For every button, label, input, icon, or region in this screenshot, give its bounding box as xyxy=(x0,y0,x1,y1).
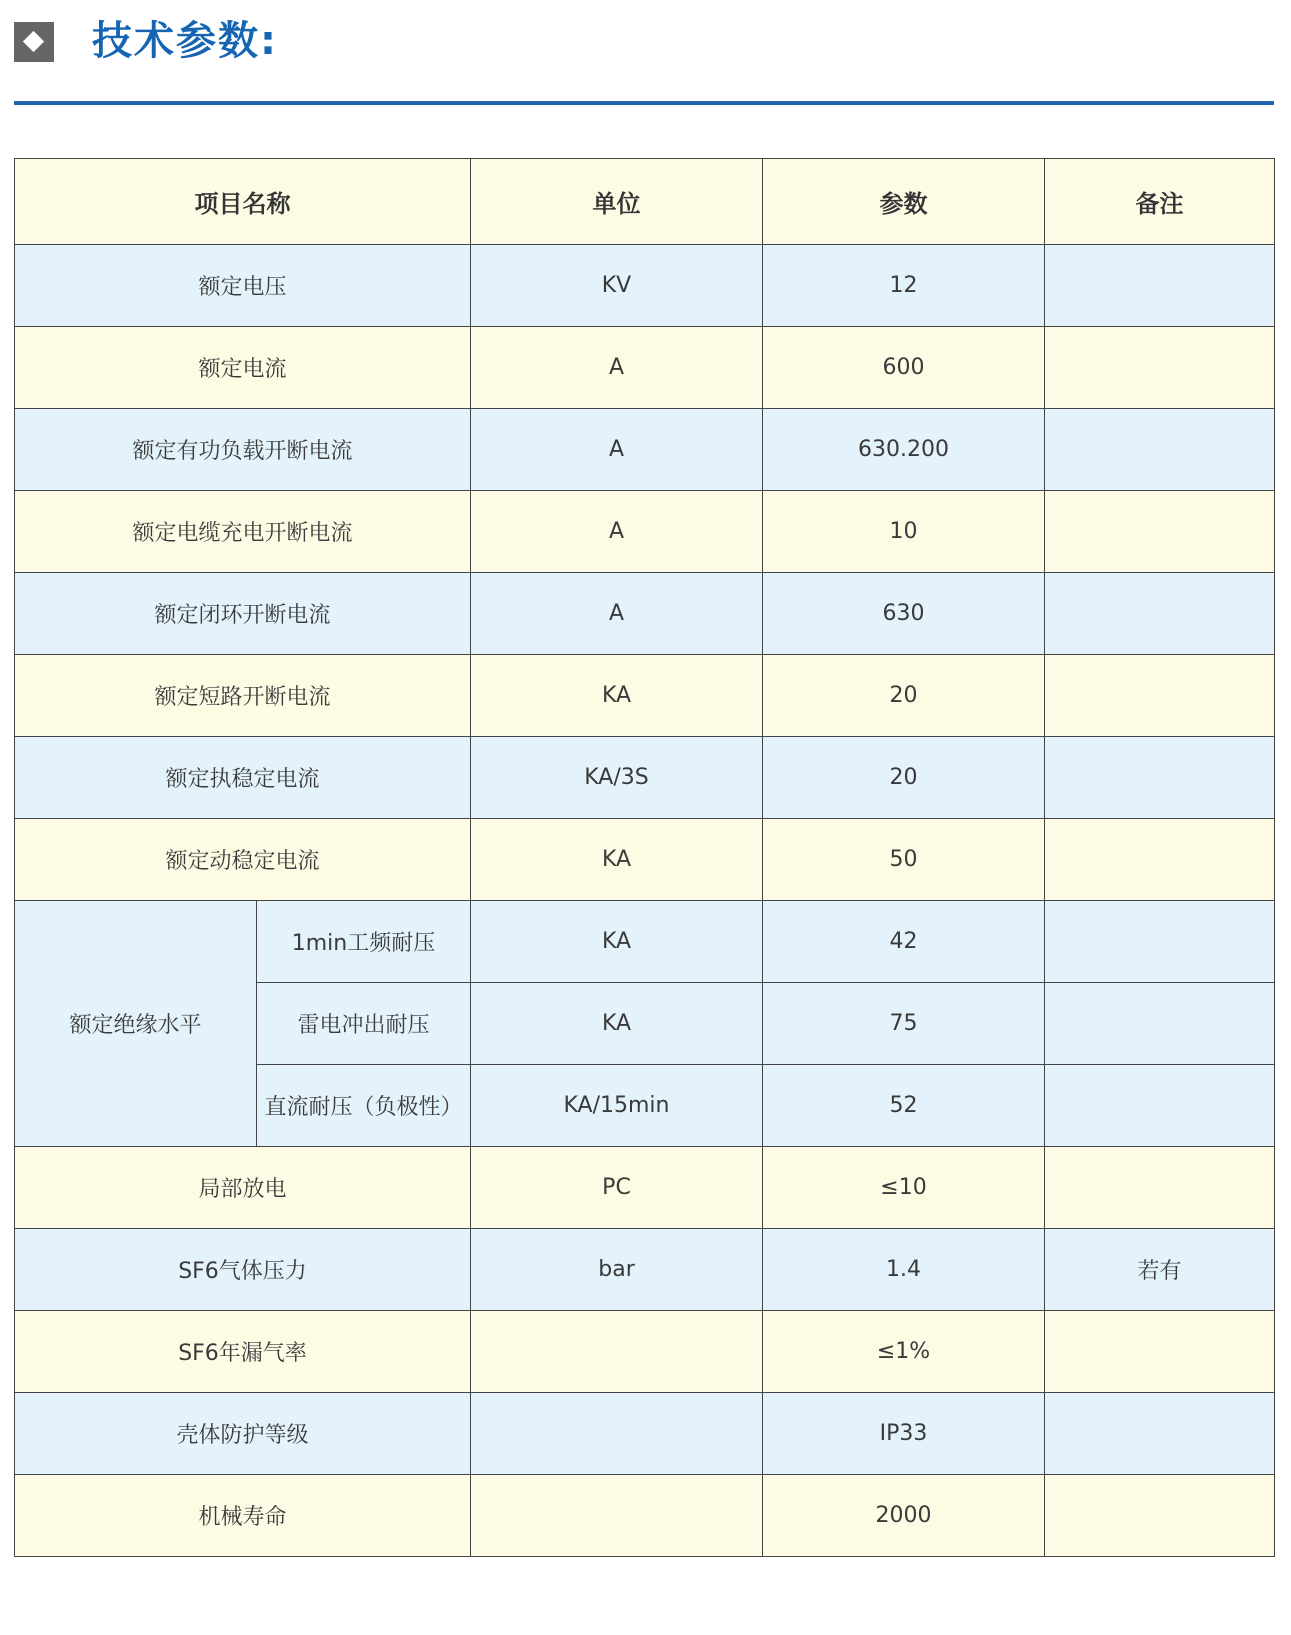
row-note xyxy=(1045,901,1275,983)
row-unit: KA/15min xyxy=(471,1065,763,1147)
row-unit xyxy=(471,1475,763,1557)
section-header xyxy=(14,18,1274,64)
row-value: 75 xyxy=(763,983,1045,1065)
row-unit xyxy=(471,1311,763,1393)
row-unit: A xyxy=(471,491,763,573)
table-header-row xyxy=(15,159,1275,245)
row-unit: KA xyxy=(471,901,763,983)
row-item: 额定动稳定电流 xyxy=(15,819,471,901)
row-note: 若有 xyxy=(1045,1229,1275,1311)
table-row xyxy=(15,1475,1275,1557)
row-note xyxy=(1045,1475,1275,1557)
row-value: ≤10 xyxy=(763,1147,1045,1229)
row-value: 630 xyxy=(763,573,1045,655)
row-note xyxy=(1045,245,1275,327)
row-unit: A xyxy=(471,409,763,491)
row-item: SF6气体压力 xyxy=(15,1229,471,1311)
table-row xyxy=(15,901,1275,983)
row-unit: bar xyxy=(471,1229,763,1311)
row-note xyxy=(1045,1065,1275,1147)
row-unit: KA xyxy=(471,655,763,737)
row-value: 10 xyxy=(763,491,1045,573)
row-note xyxy=(1045,1393,1275,1475)
row-item: 额定电压 xyxy=(15,245,471,327)
row-item: 额定闭环开断电流 xyxy=(15,573,471,655)
row-note xyxy=(1045,737,1275,819)
row-value: 600 xyxy=(763,327,1045,409)
header-divider xyxy=(14,101,1274,105)
row-subitem: 雷电冲出耐压 xyxy=(257,983,471,1065)
insulation-group-label: 额定绝缘水平 xyxy=(15,901,257,1147)
col-header-unit: 单位 xyxy=(471,159,763,245)
row-item: 额定有功负载开断电流 xyxy=(15,409,471,491)
row-unit: PC xyxy=(471,1147,763,1229)
row-value: 42 xyxy=(763,901,1045,983)
table-row xyxy=(15,1229,1275,1311)
row-item: 额定执稳定电流 xyxy=(15,737,471,819)
table-row xyxy=(15,1393,1275,1475)
row-item: SF6年漏气率 xyxy=(15,1311,471,1393)
row-note xyxy=(1045,1311,1275,1393)
row-note xyxy=(1045,327,1275,409)
row-value: 50 xyxy=(763,819,1045,901)
table-row xyxy=(15,245,1275,327)
table-row xyxy=(15,573,1275,655)
row-value: 20 xyxy=(763,737,1045,819)
table-row xyxy=(15,737,1275,819)
table-row xyxy=(15,1311,1275,1393)
table-row xyxy=(15,1147,1275,1229)
row-item: 额定电缆充电开断电流 xyxy=(15,491,471,573)
row-note xyxy=(1045,1147,1275,1229)
table-row xyxy=(15,819,1275,901)
row-value: 12 xyxy=(763,245,1045,327)
row-item: 壳体防护等级 xyxy=(15,1393,471,1475)
table-row xyxy=(15,409,1275,491)
row-value: 52 xyxy=(763,1065,1045,1147)
row-unit: KA/3S xyxy=(471,737,763,819)
col-header-value: 参数 xyxy=(763,159,1045,245)
row-note xyxy=(1045,983,1275,1065)
row-unit: KV xyxy=(471,245,763,327)
row-value: 1.4 xyxy=(763,1229,1045,1311)
row-value: 20 xyxy=(763,655,1045,737)
row-value: 630.200 xyxy=(763,409,1045,491)
row-subitem: 1min工频耐压 xyxy=(257,901,471,983)
col-header-note: 备注 xyxy=(1045,159,1275,245)
col-header-item: 项目名称 xyxy=(15,159,471,245)
row-item: 额定电流 xyxy=(15,327,471,409)
row-unit: A xyxy=(471,573,763,655)
row-note xyxy=(1045,655,1275,737)
row-note xyxy=(1045,409,1275,491)
row-value: ≤1% xyxy=(763,1311,1045,1393)
spec-table xyxy=(14,158,1275,1557)
row-unit: KA xyxy=(471,819,763,901)
row-unit: A xyxy=(471,327,763,409)
row-unit xyxy=(471,1393,763,1475)
row-note xyxy=(1045,573,1275,655)
row-item: 额定短路开断电流 xyxy=(15,655,471,737)
diamond-bullet-icon xyxy=(14,22,54,62)
row-note xyxy=(1045,819,1275,901)
row-subitem: 直流耐压（负极性） xyxy=(257,1065,471,1147)
table-row xyxy=(15,327,1275,409)
row-note xyxy=(1045,491,1275,573)
row-value: 2000 xyxy=(763,1475,1045,1557)
table-row xyxy=(15,491,1275,573)
row-value: IP33 xyxy=(763,1393,1045,1475)
table-row xyxy=(15,655,1275,737)
row-item: 机械寿命 xyxy=(15,1475,471,1557)
row-item: 局部放电 xyxy=(15,1147,471,1229)
section-title: 技术参数: xyxy=(92,18,278,64)
row-unit: KA xyxy=(471,983,763,1065)
